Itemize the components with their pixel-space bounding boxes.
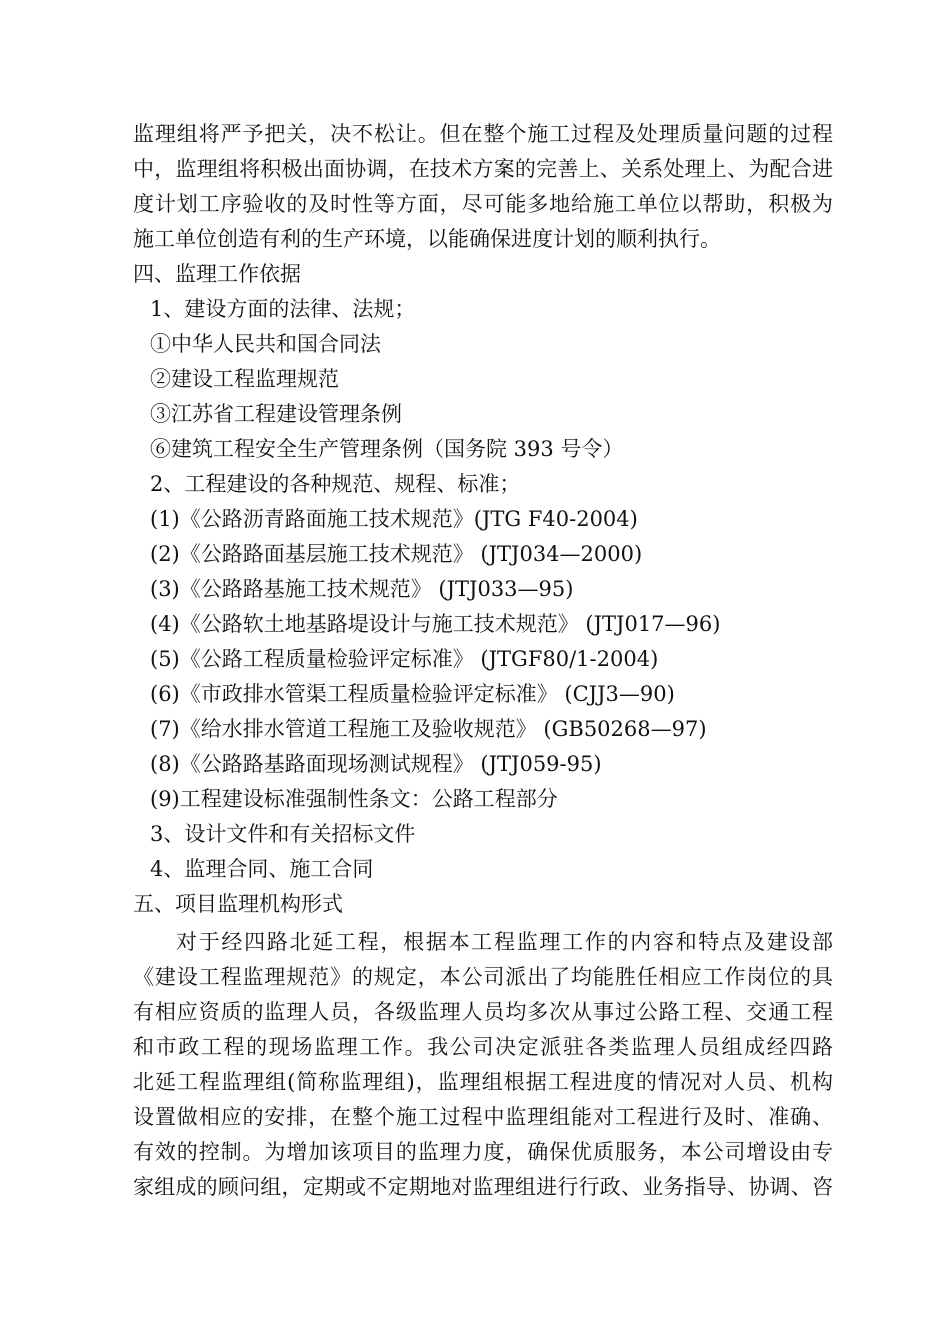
list-item: (7)《给水排水管道工程施工及验收规范》 (GB50268—97) [150, 717, 707, 741]
subsection-heading: 3、设计文件和有关招标文件 [150, 822, 416, 846]
list-item: ⑥建筑工程安全生产管理条例（国务院 393 号令） [150, 437, 624, 461]
paragraph-line: 有效的控制。为增加该项目的监理力度，确保优质服务，本公司增设由专 [133, 1140, 833, 1164]
subsection-heading: 1、建设方面的法律、法规； [150, 297, 416, 321]
paragraph-line: 对于经四路北延工程，根据本工程监理工作的内容和特点及建设部 [176, 930, 833, 954]
paragraph-line: 家组成的顾问组，定期或不定期地对监理组进行行政、业务指导、协调、咨 [133, 1175, 833, 1199]
list-item: (2)《公路路面基层施工技术规范》 (JTJ034—2000) [150, 542, 643, 566]
list-item: (5)《公路工程质量检验评定标准》 (JTGF80/1-2004) [150, 647, 659, 671]
list-item: (4)《公路软土地基路堤设计与施工技术规范》 (JTJ017—96) [150, 612, 721, 636]
list-item: ③江苏省工程建设管理条例 [150, 402, 402, 426]
paragraph-line: 施工单位创造有利的生产环境，以能确保进度计划的顺利执行。 [133, 227, 721, 251]
paragraph-line: 中，监理组将积极出面协调，在技术方案的完善上、关系处理上、为配合进 [133, 157, 833, 181]
subsection-heading: 2、工程建设的各种规范、规程、标准； [150, 472, 521, 496]
list-item: (1)《公路沥青路面施工技术规范》(JTG F40-2004) [150, 507, 638, 531]
list-item: (3)《公路路基施工技术规范》 (JTJ033—95) [150, 577, 574, 601]
paragraph-line: 北延工程监理组(简称监理组)，监理组根据工程进度的情况对人员、机构 [133, 1070, 833, 1094]
paragraph-line: 《建设工程监理规范》的规定，本公司派出了均能胜任相应工作岗位的具 [133, 965, 833, 989]
subsection-heading: 4、监理合同、施工合同 [150, 857, 374, 881]
list-item: (8)《公路路基路面现场测试规程》 (JTJ059-95) [150, 752, 602, 776]
paragraph-line: 设置做相应的安排，在整个施工过程中监理组能对工程进行及时、准确、 [133, 1105, 833, 1129]
paragraph-line: 和市政工程的现场监理工作。我公司决定派驻各类监理人员组成经四路 [133, 1035, 833, 1059]
paragraph-line: 度计划工序验收的及时性等方面，尽可能多地给施工单位以帮助，积极为 [133, 192, 833, 216]
list-item: (6)《市政排水管渠工程质量检验评定标准》 (CJJ3—90) [150, 682, 675, 706]
section-heading: 五、项目监理机构形式 [133, 892, 343, 916]
list-item: (9)工程建设标准强制性条文：公路工程部分 [150, 787, 558, 811]
list-item: ①中华人民共和国合同法 [150, 332, 381, 356]
section-heading: 四、监理工作依据 [133, 262, 301, 286]
list-item: ②建设工程监理规范 [150, 367, 339, 391]
paragraph-line: 监理组将严予把关，决不松让。但在整个施工过程及处理质量问题的过程 [133, 122, 833, 146]
paragraph-line: 有相应资质的监理人员，各级监理人员均多次从事过公路工程、交通工程 [133, 1000, 833, 1024]
